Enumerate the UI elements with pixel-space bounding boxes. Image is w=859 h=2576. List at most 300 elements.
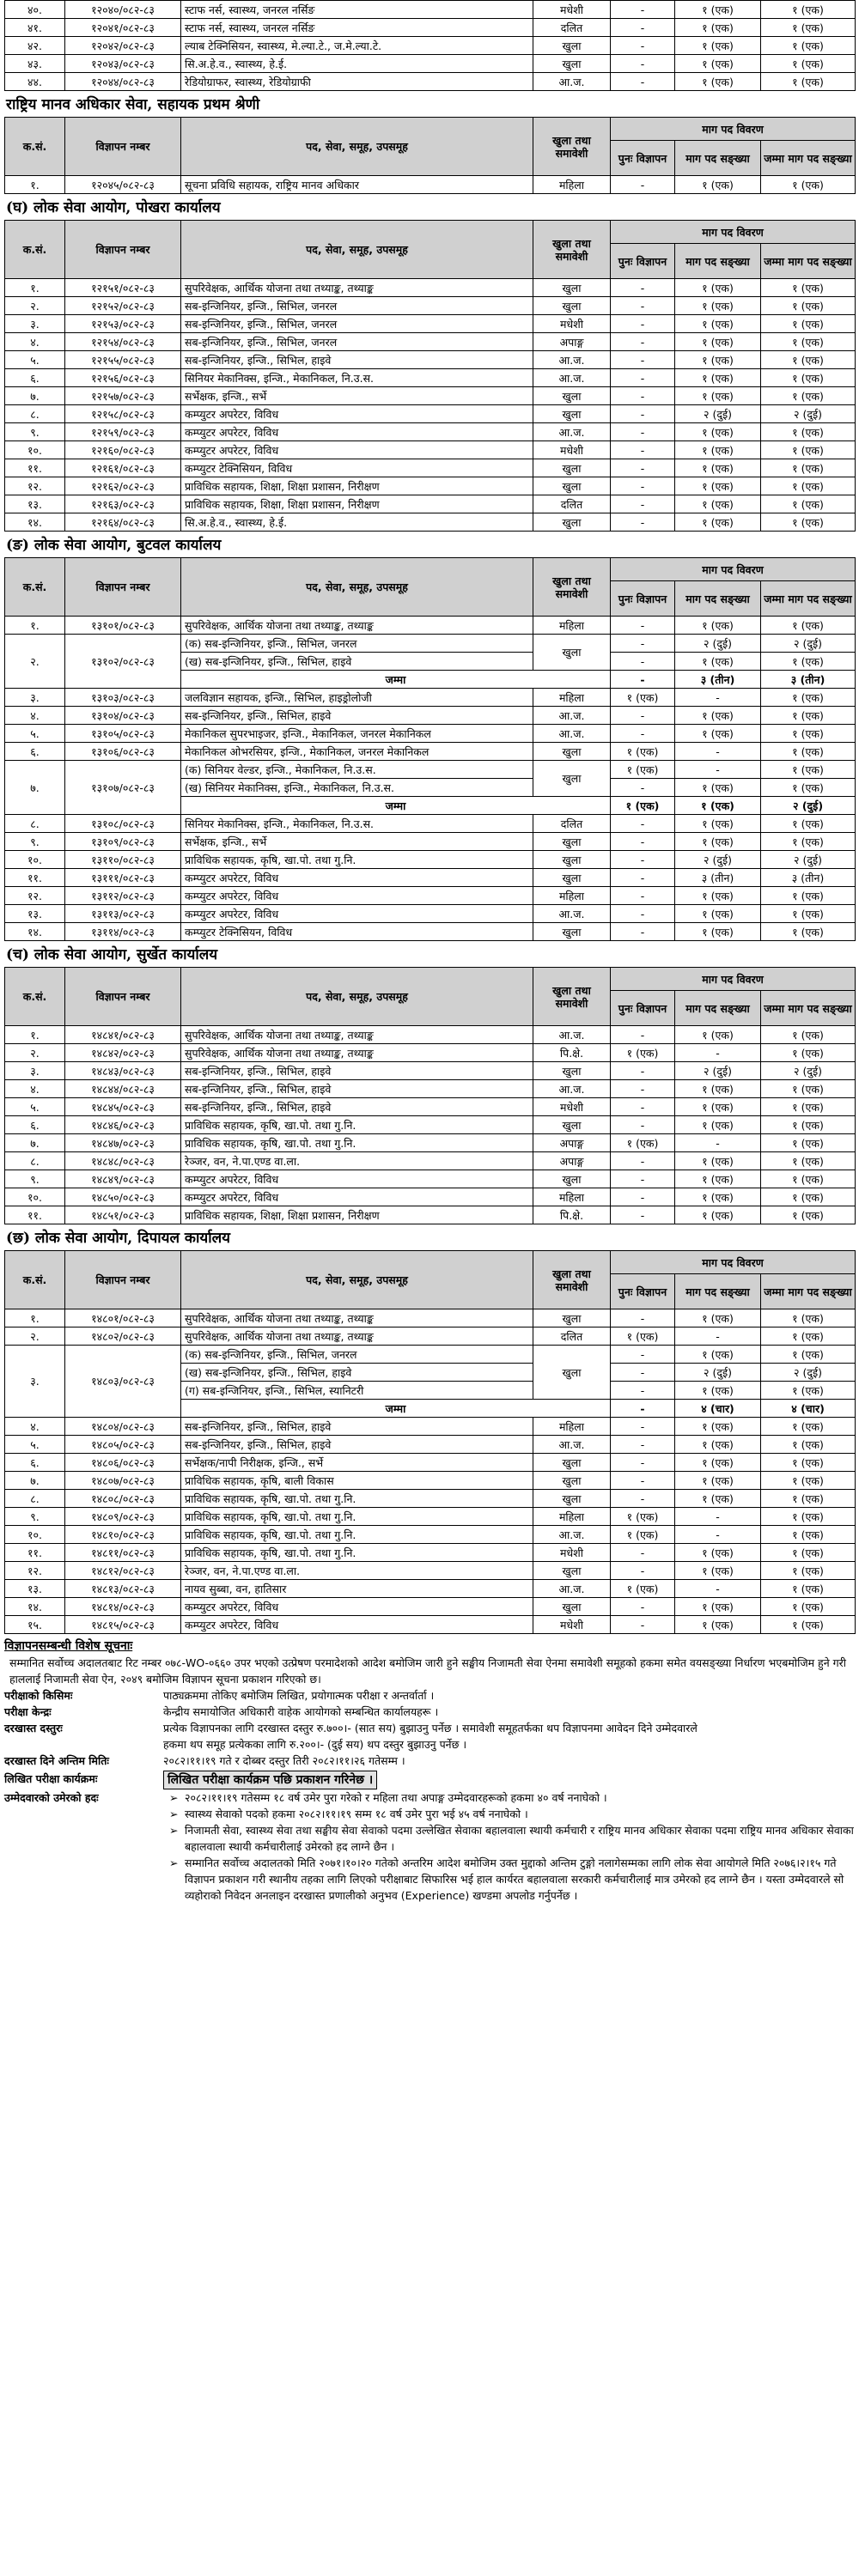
cell-category: खुला	[533, 1062, 611, 1080]
cell-readvert: १ (एक)	[611, 1508, 675, 1526]
cell-total: १ (एक)	[761, 1598, 856, 1616]
cell-sn: २.	[5, 1327, 65, 1346]
cell-readvert: -	[611, 833, 675, 851]
cell-total: १ (एक)	[761, 73, 856, 91]
cell-post: कम्प्युटर अपरेटर, विविध	[181, 405, 533, 423]
cell-sn: १.	[5, 279, 65, 297]
cell-total: १ (एक)	[761, 689, 856, 707]
cell-post: सुपरिवेक्षक, आर्थिक योजना तथा तथ्याङ्क, तथ्याङ्क	[181, 1026, 533, 1044]
table-row	[5, 887, 856, 905]
cell-demand: १ (एक)	[675, 477, 761, 495]
cell-demand: १ (एक)	[675, 369, 761, 387]
age-limit-item: ➢ २०८२।११।१९ गतेसम्म १८ वर्ष उमेर पुरा गरेको र महिला तथा अपाङ्ग उम्मेदवारहरूको हकमा ४० वर्ष ननाघेको ।	[185, 1789, 855, 1806]
table-row	[5, 459, 856, 477]
cell-post: सब-इन्जिनियर, इन्जि., सिभिल, जनरल	[181, 297, 533, 315]
cell-adno: १२०४५/०८२-८३	[65, 176, 181, 194]
table-row	[5, 1598, 856, 1616]
cell-readvert: -	[611, 19, 675, 37]
cell-post: प्राविधिक सहायक, कृषि, खा.पो. तथा गु.नि.	[181, 1544, 533, 1562]
cell-post: नायव सुब्बा, वन, हातिसार	[181, 1580, 533, 1598]
cell-sn: ११.	[5, 869, 65, 887]
cell-post: प्राविधिक सहायक, शिक्षा, शिक्षा प्रशासन, निरीक्षण	[181, 1206, 533, 1224]
col-sn-header: क.सं.	[5, 221, 65, 279]
cell-sn: ७.	[5, 1134, 65, 1152]
cell-total: १ (एक)	[761, 459, 856, 477]
cell-readvert: -	[611, 725, 675, 743]
cell-category: आ.ज.	[533, 1436, 611, 1454]
cell-adno: १३११३/०८२-८३	[65, 905, 181, 923]
cell-category: खुला	[533, 1170, 611, 1188]
total-readvert: १ (एक)	[611, 797, 675, 815]
special-notice-paragraph: सम्मानित सर्वोच्च अदालतबाट रिट नम्बर ०७८-WO-०६६० उपर भएको उत्प्रेषण परमादेशको आदेश बमोजिम जारी हुने सङ्घीय निजामती सेवा ऐनमा समावेशी समूहको हकमा समेत वयसङ्ख्या निर्धारण भएबमोजिम हुने गरी हाललाई निजामती सेवा ऐन, २०४९ बमोजिम विज्ञापन सूचना प्रकाशन गरिएको छ।	[9, 1656, 846, 1686]
cell-adno: १४८११/०८२-८३	[65, 1544, 181, 1562]
cell-sn: ३.	[5, 315, 65, 333]
cell-sn: १.	[5, 176, 65, 194]
cell-demand: २ (दुई)	[675, 405, 761, 423]
cell-readvert: -	[611, 459, 675, 477]
human-rights-title: राष्ट्रिय मानव अधिकार सेवा, सहायक प्रथम श्रेणी	[6, 96, 260, 113]
cell-adno: १२१५८/०८२-८३	[65, 405, 181, 423]
cell-total: १ (एक)	[761, 351, 856, 369]
cell-total: १ (एक)	[761, 1526, 856, 1544]
cell-category: खुला	[533, 1598, 611, 1616]
cell-readvert: -	[611, 1598, 675, 1616]
cell-total: १ (एक)	[761, 887, 856, 905]
cell-post: प्राविधिक सहायक, कृषि, खा.पो. तथा गु.नि.	[181, 1490, 533, 1508]
cell-demand: १ (एक)	[675, 833, 761, 851]
cell-total: २ (दुई)	[761, 1364, 856, 1382]
cell-category: महिला	[533, 689, 611, 707]
cell-demand: १ (एक)	[675, 297, 761, 315]
cell-category: महिला	[533, 1188, 611, 1206]
cell-total: १ (एक)	[761, 1206, 856, 1224]
table-row	[5, 1616, 856, 1634]
col-category-header: खुला तथा समावेशी	[533, 221, 611, 279]
table-row	[5, 1472, 856, 1490]
cell-readvert: -	[611, 1080, 675, 1098]
cell-total: १ (एक)	[761, 513, 856, 532]
cell-readvert: १ (एक)	[611, 761, 675, 779]
cell-demand: १ (एक)	[675, 37, 761, 55]
cell-total: १ (एक)	[761, 19, 856, 37]
table-row	[5, 1098, 856, 1116]
cell-sn: ४१.	[5, 19, 65, 37]
cell-sn: ३.	[5, 689, 65, 707]
cell-post: रेञ्जर, वन, ने.पा.एण्ड वा.ला.	[181, 1562, 533, 1580]
cell-sn: ६.	[5, 369, 65, 387]
table-row	[5, 369, 856, 387]
col-sn-header: क.सं.	[5, 558, 65, 617]
table-row	[5, 833, 856, 851]
col-total-header: जम्मा माग पद सङ्ख्या	[761, 581, 856, 617]
cell-sn: १०.	[5, 851, 65, 869]
table-row	[5, 495, 856, 513]
cell-post: सब-इन्जिनियर, इन्जि., सिभिल, हाइवे	[181, 1080, 533, 1098]
cell-demand: १ (एक)	[675, 1309, 761, 1327]
cell-sn: ११.	[5, 459, 65, 477]
cell-demand: -	[675, 1044, 761, 1062]
cell-demand: १ (एक)	[675, 779, 761, 797]
cell-demand: १ (एक)	[675, 423, 761, 441]
notice-info-label: दरखास्त दस्तुरः	[4, 1722, 63, 1735]
cell-adno: १४८१५/०८२-८३	[65, 1616, 181, 1634]
cell-readvert: -	[611, 635, 675, 653]
cell-adno: १३११४/०८२-८३	[65, 923, 181, 941]
cell-adno: १२१५६/०८२-८३	[65, 369, 181, 387]
cell-sn: १.	[5, 1309, 65, 1327]
cell-readvert: -	[611, 707, 675, 725]
cell-category: मधेशी	[533, 1098, 611, 1116]
cell-readvert: -	[611, 779, 675, 797]
cell-total: १ (एक)	[761, 617, 856, 635]
col-demand-group-header: माग पद विवरण	[611, 558, 856, 581]
table-row	[5, 1062, 856, 1080]
cell-demand: १ (एक)	[675, 815, 761, 833]
col-category-header: खुला तथा समावेशी	[533, 118, 611, 176]
cell-category: मधेशी	[533, 1616, 611, 1634]
cell-readvert: -	[611, 815, 675, 833]
cell-sn: ५.	[5, 1098, 65, 1116]
cell-category: महिला	[533, 617, 611, 635]
cell-sn: १३.	[5, 905, 65, 923]
cell-sn: ६.	[5, 743, 65, 761]
cell-post: प्राविधिक सहायक, कृषि, खा.पो. तथा गु.नि.	[181, 1508, 533, 1526]
col-total-header: जम्मा माग पद सङ्ख्या	[761, 991, 856, 1026]
col-adno-header: विज्ञापन नम्बर	[65, 968, 181, 1026]
cell-demand: -	[675, 1526, 761, 1544]
cell-total: १ (एक)	[761, 1454, 856, 1472]
col-readvert-header: पुनः विज्ञापन	[611, 244, 675, 279]
cell-total: १ (एक)	[761, 387, 856, 405]
human-rights-section	[4, 91, 855, 194]
cell-total: १ (एक)	[761, 369, 856, 387]
cell-post: कम्प्युटर टेक्निसियन, विविध	[181, 459, 533, 477]
cell-total: १ (एक)	[761, 1327, 856, 1346]
table-row	[5, 1346, 856, 1364]
cell-total: १ (एक)	[761, 1544, 856, 1562]
cell-readvert: -	[611, 1346, 675, 1364]
cell-readvert: -	[611, 55, 675, 73]
cell-adno: १२०४०/०८२-८३	[65, 1, 181, 19]
cell-demand: १ (एक)	[675, 459, 761, 477]
table-row	[5, 1026, 856, 1044]
cell-post: सब-इन्जिनियर, इन्जि., सिभिल, हाइवे	[181, 1098, 533, 1116]
cell-total: १ (एक)	[761, 833, 856, 851]
cell-total: १ (एक)	[761, 923, 856, 941]
cell-category: आ.ज.	[533, 1526, 611, 1544]
table-row	[5, 1080, 856, 1098]
cell-sn: ९.	[5, 833, 65, 851]
cell-demand: १ (एक)	[675, 1382, 761, 1400]
cell-total: १ (एक)	[761, 1044, 856, 1062]
cell-readvert: -	[611, 617, 675, 635]
cell-demand: १ (एक)	[675, 725, 761, 743]
cell-post: सुपरिवेक्षक, आर्थिक योजना तथा तथ्याङ्क, तथ्याङ्क	[181, 1044, 533, 1062]
cell-adno: १२१५५/०८२-८३	[65, 351, 181, 369]
cell-sn: ६.	[5, 1116, 65, 1134]
cell-category: खुला	[533, 743, 611, 761]
cell-post: (ख) सिनियर मेकानिक्स, इन्जि., मेकानिकल, नि.उ.स.	[181, 779, 533, 797]
table-row	[5, 279, 856, 297]
cell-total: १ (एक)	[761, 1436, 856, 1454]
cell-adno: १४८०३/०८२-८३	[65, 1346, 181, 1418]
cell-readvert: -	[611, 1364, 675, 1382]
cell-total: १ (एक)	[761, 1170, 856, 1188]
cell-demand: १ (एक)	[675, 1116, 761, 1134]
cell-readvert: -	[611, 869, 675, 887]
cell-demand: २ (दुई)	[675, 1062, 761, 1080]
table-row	[5, 1436, 856, 1454]
cell-adno: १४८५१/०८२-८३	[65, 1206, 181, 1224]
cell-readvert: १ (एक)	[611, 689, 675, 707]
cell-post: कम्प्युटर अपरेटर, विविध	[181, 887, 533, 905]
cell-demand: १ (एक)	[675, 19, 761, 37]
cell-category: खुला	[533, 279, 611, 297]
cell-category: दलित	[533, 815, 611, 833]
total-readvert: -	[611, 671, 675, 689]
cell-category: महिला	[533, 887, 611, 905]
cell-sn: ७.	[5, 1472, 65, 1490]
total-total: २ (दुई)	[761, 797, 856, 815]
cell-total: १ (एक)	[761, 1134, 856, 1152]
cell-post: सब-इन्जिनियर, इन्जि., सिभिल, हाइवे	[181, 1062, 533, 1080]
cell-post: प्राविधिक सहायक, कृषि, बाली विकास	[181, 1472, 533, 1490]
total-label: जम्मा	[181, 797, 611, 815]
col-demand-header: माग पद सङ्ख्या	[675, 581, 761, 617]
col-readvert-header: पुनः विज्ञापन	[611, 1274, 675, 1309]
table-row	[5, 869, 856, 887]
cell-adno: १२०४२/०८२-८३	[65, 37, 181, 55]
table-row	[5, 761, 856, 779]
cell-post: सि.अ.हे.व., स्वास्थ्य, हे.ई.	[181, 513, 533, 532]
cell-post: कम्प्युटर अपरेटर, विविध	[181, 1188, 533, 1206]
cell-post: रेडियोग्राफर, स्वास्थ्य, रेडियोग्राफी	[181, 73, 533, 91]
cell-adno: १४८४४/०८२-८३	[65, 1080, 181, 1098]
cell-readvert: -	[611, 905, 675, 923]
cell-adno: १४८०२/०८२-८३	[65, 1327, 181, 1346]
table-row	[5, 1, 856, 19]
cell-post: कम्प्युटर अपरेटर, विविध	[181, 1598, 533, 1616]
notice-info-row	[4, 1720, 855, 1753]
cell-sn: ७.	[5, 761, 65, 815]
cell-total: १ (एक)	[761, 1382, 856, 1400]
cell-category: दलित	[533, 495, 611, 513]
col-sn-header: क.सं.	[5, 1251, 65, 1309]
table-row	[5, 315, 856, 333]
table-row	[5, 815, 856, 833]
cell-total: १ (एक)	[761, 1472, 856, 1490]
cell-readvert: -	[611, 423, 675, 441]
cell-sn: १२.	[5, 887, 65, 905]
cell-category: अपाङ्ग	[533, 333, 611, 351]
cell-readvert: -	[611, 1188, 675, 1206]
col-sn-header: क.सं.	[5, 968, 65, 1026]
cell-demand: १ (एक)	[675, 1418, 761, 1436]
cell-adno: १४८१३/०८२-८३	[65, 1580, 181, 1598]
table-row	[5, 1562, 856, 1580]
col-post-header: पद, सेवा, समूह, उपसमूह	[181, 1251, 533, 1309]
table-row	[5, 905, 856, 923]
age-limit-list	[4, 1789, 855, 1904]
dipayal-table	[4, 1250, 856, 1634]
cell-readvert: -	[611, 1, 675, 19]
cell-total: २ (दुई)	[761, 635, 856, 653]
cell-sn: ५.	[5, 725, 65, 743]
cell-category: खुला	[533, 37, 611, 55]
cell-post: सुपरिवेक्षक, आर्थिक योजना तथा तथ्याङ्क, तथ्याङ्क	[181, 1309, 533, 1327]
cell-post: (क) सिनियर वेल्डर, इन्जि., मेकानिकल, नि.उ.स.	[181, 761, 533, 779]
exam-schedule-value: लिखित परीक्षा कार्यक्रम पछि प्रकाशन गरिनेछ ।	[163, 1771, 377, 1789]
table-row	[5, 635, 856, 653]
cell-sn: १२.	[5, 477, 65, 495]
cell-category: अपाङ्ग	[533, 1152, 611, 1170]
notice-info-row	[4, 1687, 855, 1704]
cell-category: खुला	[533, 1472, 611, 1490]
cell-demand: -	[675, 1327, 761, 1346]
table-row	[5, 1134, 856, 1152]
cell-demand: २ (दुई)	[675, 1364, 761, 1382]
cell-total: १ (एक)	[761, 1346, 856, 1364]
cell-post: (ख) सब-इन्जिनियर, इन्जि., सिभिल, हाइवे	[181, 1364, 533, 1382]
cell-readvert: -	[611, 387, 675, 405]
cell-sn: २.	[5, 297, 65, 315]
continuation-table	[4, 0, 856, 91]
cell-readvert: -	[611, 369, 675, 387]
cell-adno: १४८४६/०८२-८३	[65, 1116, 181, 1134]
cell-category: खुला	[533, 1490, 611, 1508]
cell-demand: १ (एक)	[675, 1152, 761, 1170]
cell-adno: १२१६३/०८२-८३	[65, 495, 181, 513]
cell-demand: १ (एक)	[675, 1206, 761, 1224]
cell-post: प्राविधिक सहायक, कृषि, खा.पो. तथा गु.नि.	[181, 1526, 533, 1544]
cell-readvert: -	[611, 1026, 675, 1044]
col-demand-group-header: माग पद विवरण	[611, 1251, 856, 1274]
cell-category: खुला	[533, 1562, 611, 1580]
cell-category: खुला	[533, 1346, 611, 1400]
cell-demand: २ (दुई)	[675, 635, 761, 653]
table-row	[5, 1490, 856, 1508]
cell-adno: १४८०४/०८२-८३	[65, 1418, 181, 1436]
cell-post: सब-इन्जिनियर, इन्जि., सिभिल, जनरल	[181, 315, 533, 333]
cell-category: खुला	[533, 459, 611, 477]
cell-post: कम्प्युटर अपरेटर, विविध	[181, 869, 533, 887]
cell-demand: १ (एक)	[675, 387, 761, 405]
special-notice	[4, 1637, 855, 1904]
cell-post: सुपरिवेक्षक, आर्थिक योजना तथा तथ्याङ्क, तथ्याङ्क	[181, 617, 533, 635]
cell-sn: १४.	[5, 1598, 65, 1616]
cell-total: १ (एक)	[761, 333, 856, 351]
cell-category: खुला	[533, 387, 611, 405]
cell-readvert: -	[611, 176, 675, 194]
cell-demand: १ (एक)	[675, 73, 761, 91]
cell-readvert: १ (एक)	[611, 743, 675, 761]
cell-readvert: -	[611, 333, 675, 351]
cell-post: कम्प्युटर अपरेटर, विविध	[181, 441, 533, 459]
cell-sn: ४.	[5, 333, 65, 351]
cell-total: १ (एक)	[761, 297, 856, 315]
cell-demand: १ (एक)	[675, 1490, 761, 1508]
table-row	[5, 1309, 856, 1327]
cell-category: दलित	[533, 1327, 611, 1346]
cell-sn: ४.	[5, 1080, 65, 1098]
cell-readvert: -	[611, 297, 675, 315]
cell-category: आ.ज.	[533, 73, 611, 91]
table-row	[5, 1544, 856, 1562]
cell-sn: १.	[5, 1026, 65, 1044]
cell-adno: १४८४७/०८२-८३	[65, 1134, 181, 1152]
cell-total: २ (दुई)	[761, 405, 856, 423]
cell-category: खुला	[533, 297, 611, 315]
cell-sn: ७.	[5, 387, 65, 405]
cell-demand: -	[675, 761, 761, 779]
cell-post: स्टाफ नर्स, स्वास्थ्य, जनरल नर्सिङ	[181, 1, 533, 19]
cell-category: मधेशी	[533, 1, 611, 19]
cell-total: १ (एक)	[761, 279, 856, 297]
cell-post: प्राविधिक सहायक, कृषि, खा.पो. तथा गु.नि.	[181, 1134, 533, 1152]
table-row	[5, 1152, 856, 1170]
total-total: ४ (चार)	[761, 1400, 856, 1418]
cell-total: १ (एक)	[761, 37, 856, 55]
table-row	[5, 19, 856, 37]
pokhara-title: (घ) लोक सेवा आयोग, पोखरा कार्यालय	[6, 199, 221, 216]
cell-total: १ (एक)	[761, 1490, 856, 1508]
cell-total: १ (एक)	[761, 1098, 856, 1116]
cell-category: आ.ज.	[533, 707, 611, 725]
cell-sn: १०.	[5, 441, 65, 459]
cell-sn: ३.	[5, 1062, 65, 1080]
cell-adno: १३१०७/०८२-८३	[65, 761, 181, 815]
cell-readvert: -	[611, 1098, 675, 1116]
cell-post: सुपरिवेक्षक, आर्थिक योजना तथा तथ्याङ्क, तथ्याङ्क	[181, 1327, 533, 1346]
cell-adno: १४८४१/०८२-८३	[65, 1026, 181, 1044]
cell-post: (ग) सब-इन्जिनियर, इन्जि., सिभिल, स्यानिटरी	[181, 1382, 533, 1400]
cell-category: मधेशी	[533, 315, 611, 333]
cell-post: जलविज्ञान सहायक, इन्जि., सिभिल, हाइड्रोलोजी	[181, 689, 533, 707]
cell-sn: ९.	[5, 1508, 65, 1526]
total-total: ३ (तीन)	[761, 671, 856, 689]
cell-total: १ (एक)	[761, 743, 856, 761]
cell-post: सर्भेक्षक/नापी निरीक्षक, इन्जि., सर्भे	[181, 1454, 533, 1472]
notice-info-label: परीक्षा केन्द्रः	[4, 1705, 52, 1718]
cell-readvert: -	[611, 279, 675, 297]
cell-demand: १ (एक)	[675, 176, 761, 194]
cell-sn: ४.	[5, 1418, 65, 1436]
table-row	[5, 37, 856, 55]
table-row	[5, 1206, 856, 1224]
col-demand-group-header: माग पद विवरण	[611, 221, 856, 244]
col-demand-header: माग पद सङ्ख्या	[675, 141, 761, 176]
cell-readvert: -	[611, 1490, 675, 1508]
cell-readvert: -	[611, 653, 675, 671]
cell-readvert: -	[611, 495, 675, 513]
cell-readvert: -	[611, 1454, 675, 1472]
table-row	[5, 387, 856, 405]
cell-adno: १२०४१/०८२-८३	[65, 19, 181, 37]
cell-adno: १३११२/०८२-८३	[65, 887, 181, 905]
exam-schedule-label: लिखित परीक्षा कार्यक्रमः	[4, 1772, 98, 1785]
total-demand: ३ (तीन)	[675, 671, 761, 689]
cell-adno: १४८४९/०८२-८३	[65, 1170, 181, 1188]
cell-demand: १ (एक)	[675, 1616, 761, 1634]
cell-demand: -	[675, 1508, 761, 1526]
table-row	[5, 405, 856, 423]
butwal-section	[4, 532, 855, 941]
cell-category: खुला	[533, 923, 611, 941]
cell-adno: १४८०९/०८२-८३	[65, 1508, 181, 1526]
cell-post: ल्याब टेक्निसियन, स्वास्थ्य, मे.ल्या.टे., ज.मे.ल्या.टे.	[181, 37, 533, 55]
cell-readvert: -	[611, 1309, 675, 1327]
cell-adno: १४८०८/०८२-८३	[65, 1490, 181, 1508]
